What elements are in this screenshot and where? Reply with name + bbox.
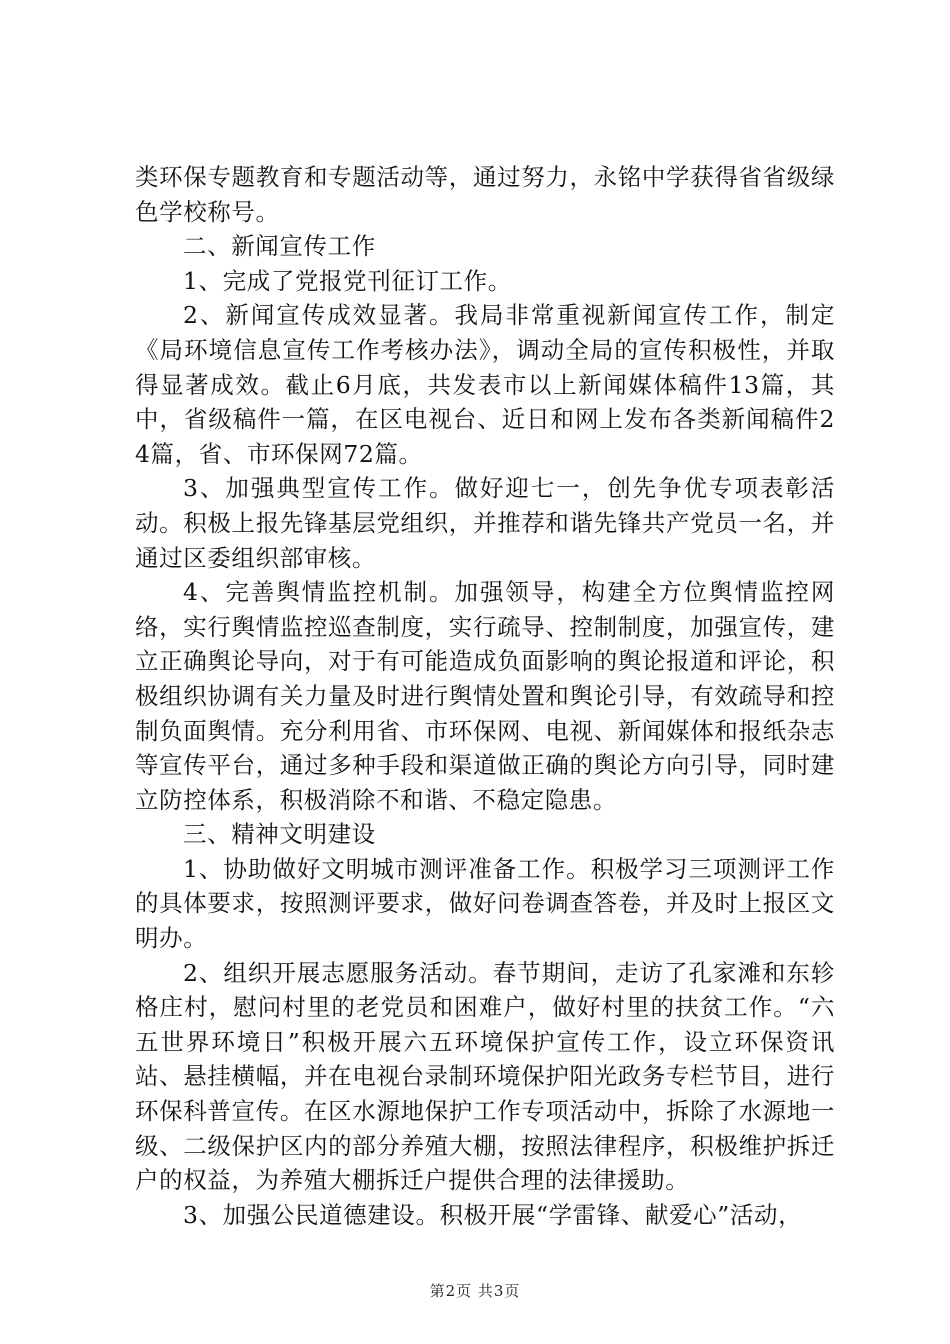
paragraph-item: 4、完善舆情监控机制。加强领导，构建全方位舆情监控网络，实行舆情监控巡查制度，实行疏导、控制制度，加强宣传，建立正确舆论导向，对于有可能造成负面影响的舆论报道和评论，积极组织协调有关力量及时进行舆情处置和舆论引导，有效疏导和控制负面舆情。充分利用省、市环保网、电视、新闻媒体和报纸杂志等宣传平台，通过多种手段和渠道做正确的舆论方向引导，同时建立防控体系，积极消除不和谐、不稳定隐患。 xyxy=(135,578,835,814)
section-heading-civilization: 三、精神文明建设 xyxy=(183,820,376,849)
document-body xyxy=(135,160,835,1232)
paragraph-item: 1、协助做好文明城市测评准备工作。积极学习三项测评工作的具体要求，按照测评要求，做好问卷调查答卷，并及时上报区文明办。 xyxy=(135,854,835,953)
paragraph-item: 3、加强公民道德建设。积极开展“学雷锋、献爱心”活动， xyxy=(183,1200,803,1229)
page-number-footer: 第2页 共3页 xyxy=(429,1282,521,1300)
paragraph-item: 2、新闻宣传成效显著。我局非常重视新闻宣传工作，制定《局环境信息宣传工作考核办法》，调动全局的宣传积极性，并取得显著成效。截止6月底，共发表市以上新闻媒体稿件13篇，其中，省级稿件一篇，在区电视台、近日和网上发布各类新闻稿件24篇，省、市环保网72篇。 xyxy=(135,301,835,468)
paragraph-continuation: 类环保专题教育和专题活动等，通过努力，永铭中学获得省省级绿色学校称号。 xyxy=(135,163,835,226)
section-heading-news: 二、新闻宣传工作 xyxy=(183,232,376,261)
paragraph-item: 3、加强典型宣传工作。做好迎七一，创先争优专项表彰活动。积极上报先锋基层党组织，并推荐和谐先锋共产党员一名，并通过区委组织部审核。 xyxy=(135,474,835,572)
paragraph-item: 2、组织开展志愿服务活动。春节期间，走访了孔家滩和东轸格庄村，慰问村里的老党员和困难户，做好村里的扶贫工作。“六五世界环境日”积极开展六五环境保护宣传工作，设立环保资讯站、悬挂横幅，并在电视台录制环境保护阳光政务专栏节目，进行环保科普宣传。在区水源地保护工作专项活动中，拆除了水源地一级、二级保护区内的部分养殖大棚，按照法律程序，积极维护拆迁户的权益，为养殖大棚拆迁户提供合理的法律援助。 xyxy=(135,958,835,1195)
paragraph-item: 1、完成了党报党刊征订工作。 xyxy=(183,266,512,295)
